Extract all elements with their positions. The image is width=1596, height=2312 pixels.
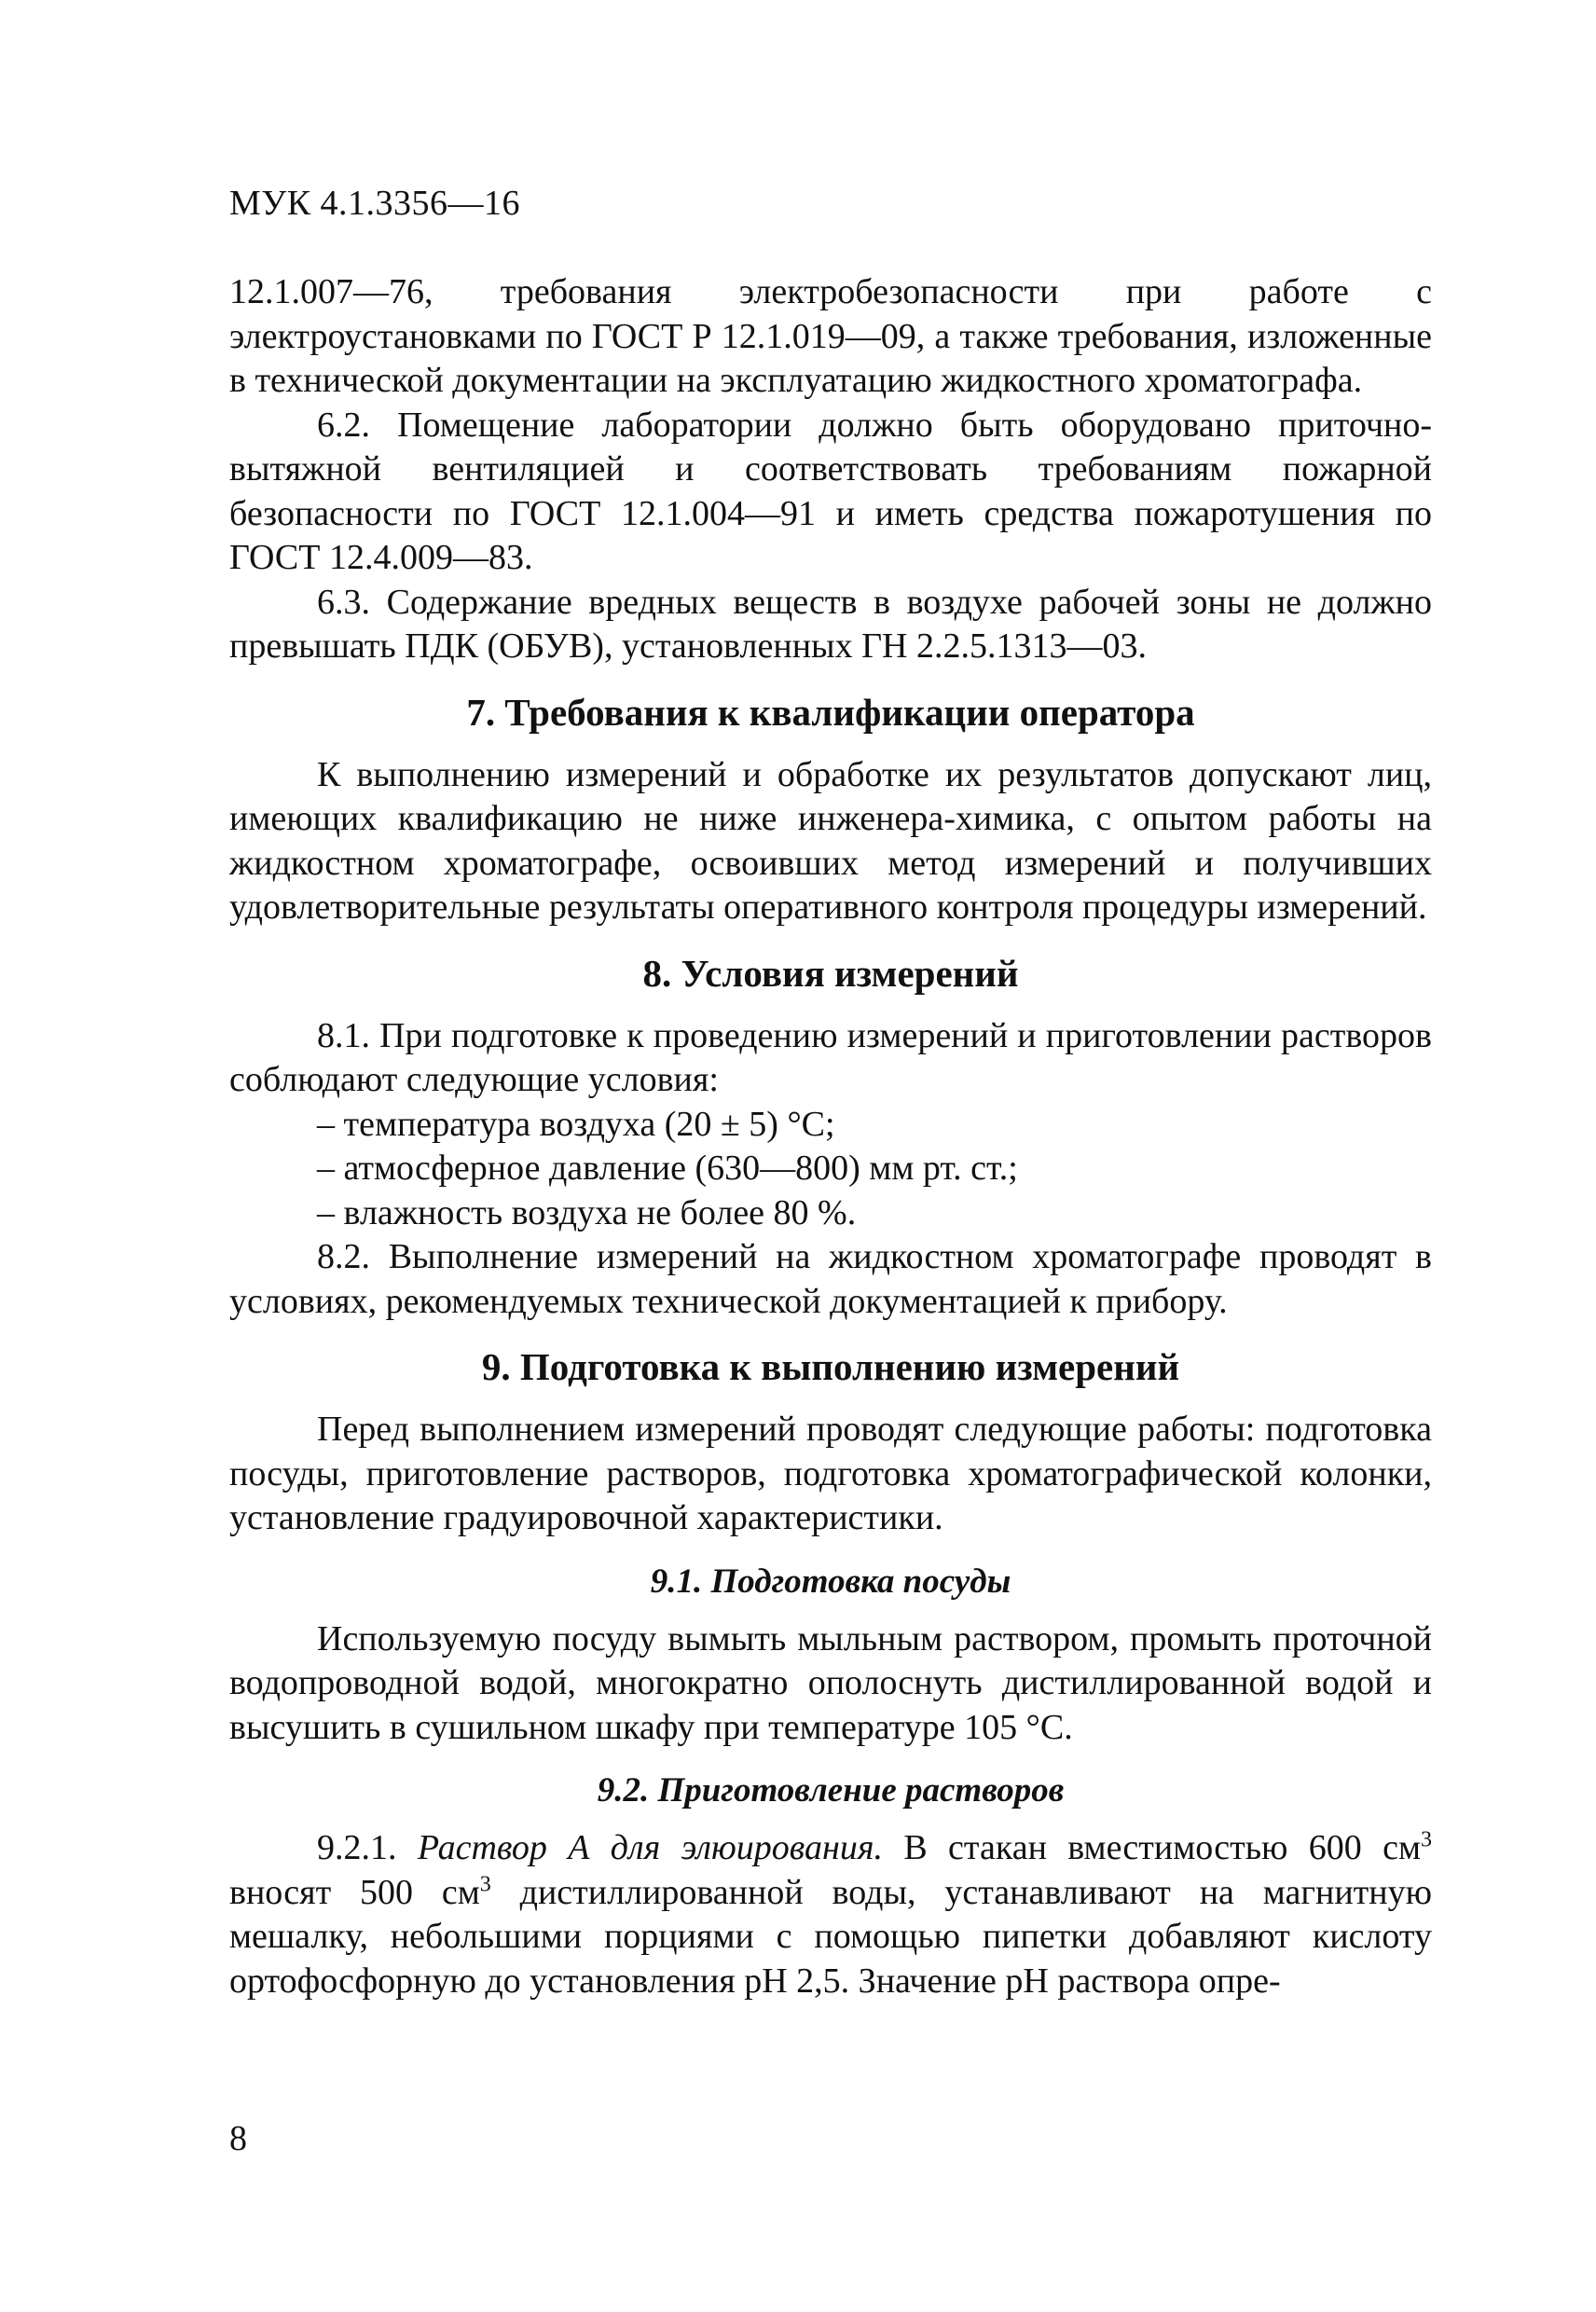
superscript-cubed: 3 [1421, 1827, 1432, 1852]
list-item-pressure: – атмосферное давление (630—800) мм рт. ст.; [317, 1149, 1018, 1188]
running-header: МУК 4.1.3356—16 [229, 184, 521, 223]
paragraph-8-1: 8.1. При подготовке к проведению измерений и приготовлении растворов соблюдают следующие условия: [229, 1015, 1432, 1099]
paragraph-9: Перед выполнением измерений проводят следующие работы: подготовка посуды, приготовление растворов, подготовка хроматографической колонки, установление градуировочной характеристики. [229, 1410, 1432, 1537]
paragraph-6-2: 6.2. Помещение лаборатории должно быть оборудовано приточно-вытяжной вентиляцией и соответствовать требованиям пожарной безопасности по ГОСТ 12.1.004—91 и иметь средства пожаротушения по ГОСТ 12.4.009—83. [229, 405, 1432, 577]
text-part-c: дистиллированной воды, устанавливают на магнитную мешалку, небольшими порциями с помощью пипетки добавляют кислоту ортофосфорную до установления pH 2,5. Значение pH раствора опре- [229, 1872, 1432, 2001]
item-number: 9.2.1. [317, 1828, 418, 1867]
section-7-heading: 7. Требования к квалификации оператора [466, 690, 1195, 734]
solution-name: Раствор А для элюирования. [417, 1828, 884, 1867]
page-number: 8 [229, 2119, 247, 2158]
text-part-a: В стакан вместимостью 600 см [883, 1828, 1421, 1867]
paragraph-9-1: Используемую посуду вымыть мыльным раствором, промыть проточной водопроводной водой, многократно ополоснуть дистиллированной водой и высушить в сушильном шкафу при температуре 105 °С. [229, 1618, 1432, 1747]
subsection-9-2-heading: 9.2. Приготовление растворов [597, 1771, 1065, 1810]
list-item-humidity: – влажность воздуха не более 80 %. [317, 1192, 857, 1232]
page-content [229, 270, 1432, 2003]
superscript-cubed: 3 [479, 1871, 491, 1896]
list-item-temperature: – температура воздуха (20 ± 5) °С; [317, 1104, 835, 1144]
paragraph-6-3: 6.3. Содержание вредных веществ в воздухе рабочей зоны не должно превышать ПДК (ОБУВ), установленных ГН 2.2.5.1313—03. [229, 582, 1432, 666]
section-8-heading: 8. Условия измерений [642, 951, 1019, 995]
paragraph-6-1-continued: 12.1.007—76, требования электробезопасности при работе с электроустановками по ГОСТ Р 12.1.019—09, а также требования, изложенные в технической документации на эксплуатацию жидкостного хроматографа. [229, 272, 1432, 400]
text-part-b: вносят 500 см [229, 1872, 480, 1912]
section-9-heading: 9. Подготовка к выполнению измерений [481, 1345, 1180, 1388]
paragraph-9-2-1 [229, 1826, 1432, 2003]
paragraph-8-2: 8.2. Выполнение измерений на жидкостном хроматографе проводят в условиях, рекомендуемых технической документацией к прибору. [229, 1237, 1432, 1321]
subsection-9-1-heading: 9.1. Подготовка посуды [650, 1562, 1011, 1601]
paragraph-7: К выполнению измерений и обработке их результатов допускают лиц, имеющих квалификацию не ниже инженера-химика, с опытом работы на жидкостном хроматографе, освоивших метод измерений и получивших удовлетворительные результаты оперативного контроля процедуры измерений. [229, 754, 1432, 927]
